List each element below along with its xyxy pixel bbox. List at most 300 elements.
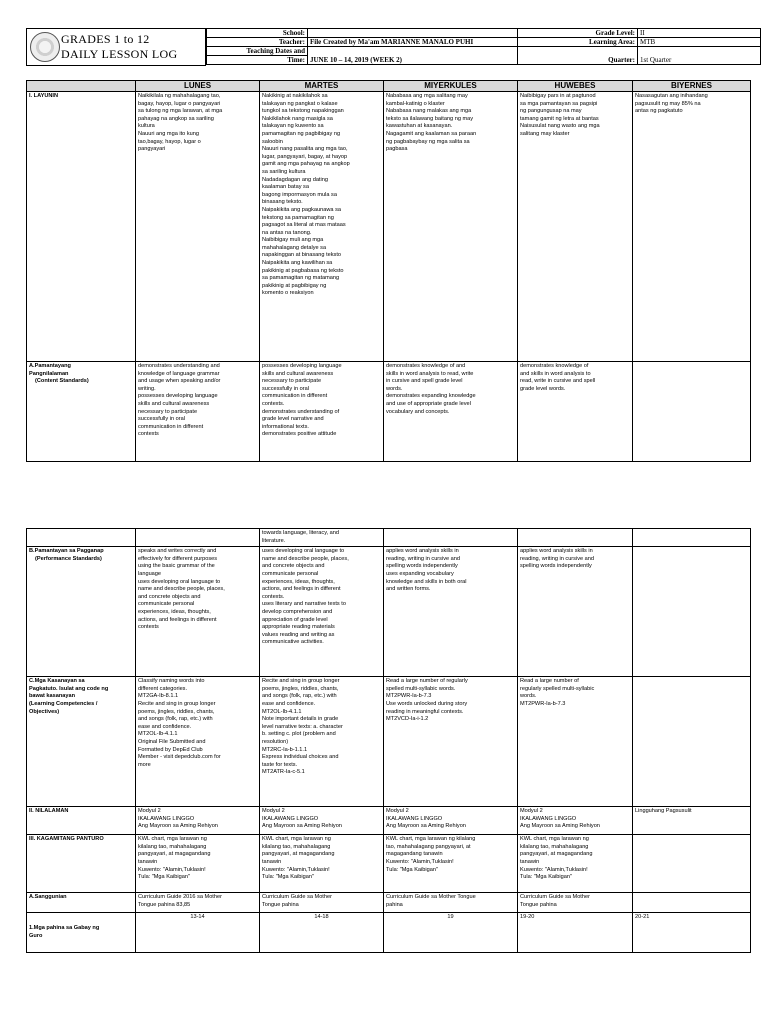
sanggunian-cell bbox=[518, 893, 633, 913]
grade-level-value: II bbox=[638, 29, 761, 38]
cell-text-line: necessary to participate bbox=[138, 408, 198, 415]
layunin-row bbox=[27, 92, 751, 362]
cell-text-line: Nababasa ang mga salitang may bbox=[386, 93, 468, 99]
layunin-label-text: I. LAYUNIN bbox=[29, 93, 59, 99]
cell-text-line: poems, jingles, riddles, chants, bbox=[262, 685, 339, 692]
school-value bbox=[308, 29, 518, 38]
cell-text-line: in cursive and spell grade level bbox=[386, 378, 463, 385]
content-standards-label-line: A.Pamantayang bbox=[29, 363, 71, 369]
cell-text-line: IKALAWANG LINGGO bbox=[520, 815, 577, 822]
page-two bbox=[0, 500, 768, 1024]
cell-text-line: contexts bbox=[138, 431, 159, 438]
cell-text-line: speaks and writes correctly and bbox=[138, 548, 217, 555]
cell-text-line: more bbox=[138, 761, 151, 768]
cell-text-line: spelling words independently bbox=[520, 563, 592, 570]
cell-text-line: kilalang tao, mahahalagang bbox=[520, 843, 589, 850]
learning-area-value: MTB bbox=[638, 38, 761, 47]
cell-text-line: and written forms. bbox=[386, 586, 431, 593]
cell-text-line: Classify naming words into bbox=[138, 678, 205, 685]
cell-text-line: MT2ATR-Ia-c-5.1 bbox=[262, 769, 305, 776]
cell-text-line: regularly spelled multi-syllabic bbox=[520, 685, 595, 692]
cell-text-line: tamang gamit ng letra at bantas bbox=[520, 115, 599, 122]
layunin-cell bbox=[136, 92, 260, 362]
cell-text-line: pamamagitan ng pagbibigay ng bbox=[262, 130, 341, 137]
cell-text-line: resolution) bbox=[262, 738, 289, 745]
cell-text-line: IKALAWANG LINGGO bbox=[386, 815, 443, 822]
cell-text-line: and use of appropriate grade level bbox=[386, 400, 471, 407]
cell-text-line: Use words unlocked during story bbox=[386, 700, 468, 707]
performance-standards-label bbox=[27, 547, 136, 677]
cell-text-line: kultura bbox=[138, 123, 155, 130]
cell-text-line: Tongue pahina 83,85 bbox=[138, 901, 191, 908]
layunin-cell bbox=[518, 92, 633, 362]
cell-text-line: MT2OL-Ib-4.1.1 bbox=[138, 731, 178, 738]
sanggunian-row bbox=[27, 893, 751, 913]
cell-text-line: Kuwento: "Alamin,Tuklasin! bbox=[262, 866, 330, 873]
cell-text-line: teksto sa ilalawang baitang ng may bbox=[386, 115, 474, 122]
cell-text-line: Tula: "Mga Kaibigan" bbox=[138, 874, 190, 881]
cell-text-line: kambal-katinig o klaster bbox=[386, 100, 445, 107]
cell-text-line: KWL chart, mga larawan ng bbox=[520, 836, 589, 843]
layunin-cell bbox=[633, 92, 751, 362]
performance-standards-cell bbox=[136, 547, 260, 677]
cell-text-line: pangyayari, at magagandang bbox=[520, 851, 593, 858]
performance-standards-cell bbox=[260, 547, 384, 677]
competencies-label-line: Pagkatuto. Isulat ang code ng bbox=[29, 685, 109, 692]
cell-text-line: bagay, hayop, lugar o pangyayari bbox=[138, 100, 221, 107]
cell-text-line: Nakikilahok nang masigla sa bbox=[262, 115, 333, 122]
quarter-label: Quarter: bbox=[518, 47, 638, 65]
cell-text-line: appropriate reading materials bbox=[262, 624, 335, 631]
competencies-cell bbox=[384, 677, 518, 807]
cell-text-line: pakikinig at pagbibigay ng bbox=[262, 282, 327, 289]
corner-cell bbox=[27, 81, 136, 92]
cell-text-line: and songs (folk, rap, etc.) with bbox=[262, 693, 337, 700]
day-header-lunes: LUNES bbox=[136, 81, 260, 92]
cell-text-line: values reading and writing as bbox=[262, 631, 335, 638]
grade-level-label: Grade Level: bbox=[518, 29, 638, 38]
cell-text-line: experiences, ideas, thoughts, bbox=[138, 608, 211, 615]
cell-text-line: knowledge of language grammar bbox=[138, 370, 220, 377]
header-info-table bbox=[206, 28, 761, 65]
cell-text-line: using the basic grammar of the bbox=[138, 563, 215, 570]
cell-text-line: and skills in word analysis to bbox=[520, 370, 591, 377]
cell-text-line: Nagagamit ang kaalaman sa paraan bbox=[386, 130, 477, 137]
nilalaman-cell bbox=[384, 807, 518, 835]
cell-text-line: vocabulary and concepts. bbox=[386, 408, 450, 415]
continuation-cell bbox=[518, 529, 633, 547]
cell-text-line: Ang Mayroon sa Aming Rehiyon bbox=[138, 823, 218, 830]
continuation-row bbox=[27, 529, 751, 547]
cell-text-line: pangyayari bbox=[138, 146, 166, 153]
day-header-row bbox=[27, 81, 751, 92]
kagamitan-cell bbox=[384, 835, 518, 893]
cell-text-line: demonstrates knowledge of and bbox=[386, 363, 466, 369]
cell-text-line: spelled multi-syllabic words. bbox=[386, 685, 456, 692]
cell-text-line: towards language, literacy, and bbox=[262, 530, 340, 536]
cell-text-line: communicate personal bbox=[138, 601, 195, 608]
cell-text-line: and concrete objects and bbox=[262, 563, 325, 570]
cell-text-line: talakayan ng kuwento sa bbox=[262, 123, 324, 130]
nilalaman-label bbox=[27, 807, 136, 835]
cell-text-line: Nababasa nang malakas ang mga bbox=[386, 108, 472, 115]
competencies-cell bbox=[136, 677, 260, 807]
cell-text-line: uses literary and narrative texts to bbox=[262, 601, 346, 608]
cell-text-line: contexts. bbox=[262, 593, 285, 600]
teacher-value: File Created by Ma'am MARIANNE MANALO PUHI bbox=[308, 38, 518, 47]
cell-text-line: pahina bbox=[386, 901, 403, 908]
cell-text-line: sa pamamagitan ng matamang bbox=[262, 275, 340, 282]
time-label: Time: bbox=[207, 56, 308, 65]
cell-text-line: sa tulong ng mga larawan, at mga bbox=[138, 108, 223, 115]
nilalaman-cell bbox=[518, 807, 633, 835]
cell-text-line: Naipakikita ang kawilihan sa bbox=[262, 260, 333, 267]
cell-text-line: ease and confidence. bbox=[138, 723, 192, 730]
cell-text-line: contexts bbox=[138, 624, 159, 631]
cell-text-line: Nasasagutan ang inihandang bbox=[635, 93, 708, 99]
cell-text-line: Ang Mayroon sa Aming Rehiyon bbox=[520, 823, 600, 830]
gabay-page-cell: 13-14 bbox=[136, 913, 260, 953]
content-standards-cell bbox=[384, 362, 518, 462]
gabay-label-line: 1.Mga pahina sa Gabay ng bbox=[29, 925, 100, 932]
competencies-cell bbox=[633, 677, 751, 807]
content-standards-label bbox=[27, 362, 136, 462]
kagamitan-row bbox=[27, 835, 751, 893]
gabay-page-cell: 14-18 bbox=[260, 913, 384, 953]
cell-text-line: Tula: "Mga Kaibigan" bbox=[520, 874, 572, 881]
performance-standards-cell bbox=[384, 547, 518, 677]
cell-text-line: grade level words. bbox=[520, 385, 566, 392]
cell-text-line: Express individual choices and bbox=[262, 754, 339, 761]
cell-text-line: Recite and sing in group longer bbox=[262, 678, 340, 685]
continuation-cell bbox=[136, 529, 260, 547]
cell-text-line: salitang may klaster bbox=[520, 130, 570, 137]
cell-text-line: Kuwento: "Alamin,Tuklasin! bbox=[520, 866, 588, 873]
cell-text-line: Naipakikita ang pagkaunawa sa bbox=[262, 206, 341, 213]
cell-text-line: demonstrates positive attitude bbox=[262, 431, 337, 438]
quarter-value: 1st Quarter bbox=[638, 47, 761, 65]
cell-text-line: Naibibigay muli ang mga bbox=[262, 237, 324, 244]
cell-text-line: Read a large number of bbox=[520, 678, 579, 685]
cell-text-line: reading, writing in cursive and bbox=[386, 555, 460, 562]
kagamitan-cell bbox=[518, 835, 633, 893]
cell-text-line: Tula: "Mga Kaibigan" bbox=[386, 866, 438, 873]
cell-text-line: IKALAWANG LINGGO bbox=[138, 815, 195, 822]
cell-text-line: Member - visit depedclub.com for bbox=[138, 754, 221, 761]
cell-text-line: Naikikilala ng mahahalagang tao, bbox=[138, 93, 221, 99]
cell-text-line: Kuwento: "Alamin,Tuklasin! bbox=[386, 858, 454, 865]
cell-text-line: reading in meaningful contexts. bbox=[386, 708, 464, 715]
cell-text-line: kilalang tao, mahahalagang bbox=[138, 843, 207, 850]
cell-text-line: gamit ang mga pahayag na angkop bbox=[262, 161, 350, 168]
competencies-label-line: C.Mga Kasanayan sa bbox=[29, 678, 85, 685]
gabay-label-line: Guro bbox=[29, 932, 43, 939]
day-header-biyernes: BIYERNES bbox=[633, 81, 751, 92]
cell-text-line: Ang Mayroon sa Aming Rehiyon bbox=[262, 823, 342, 830]
content-standards-cell bbox=[518, 362, 633, 462]
cell-text-line: kaalaman batay sa bbox=[262, 184, 309, 191]
continuation-cell bbox=[633, 529, 751, 547]
cell-text-line: actions, and feelings in different bbox=[262, 586, 341, 593]
continuation-cell bbox=[260, 529, 384, 547]
cell-text-line: Modyul 2 bbox=[520, 808, 543, 815]
cell-text-line: words. bbox=[386, 385, 403, 392]
cell-text-line: tanawin bbox=[138, 858, 158, 865]
cell-text-line: and songs (folk, rap, etc.) with bbox=[138, 716, 213, 723]
deped-seal-icon bbox=[30, 32, 60, 62]
sanggunian-cell bbox=[136, 893, 260, 913]
cell-text-line: ng pagbabaybay ng mga salita sa bbox=[386, 138, 470, 145]
cell-text-line: KWL chart, mga larawan ng kilalang bbox=[386, 836, 476, 843]
cell-text-line: MT2RC-Ia-b-1.1.1 bbox=[262, 746, 308, 753]
cell-text-line: pangyayari, at magagandang bbox=[138, 851, 211, 858]
nilalaman-cell bbox=[260, 807, 384, 835]
cell-text-line: tao, mahahalagang pangyayari, at bbox=[386, 843, 471, 850]
cell-text-line: ease and confidence. bbox=[262, 700, 316, 707]
cell-text-line: uses developing oral language to bbox=[262, 548, 345, 555]
cell-text-line: communicative activities. bbox=[262, 639, 324, 646]
teaching-dates-label: Teaching Dates and bbox=[207, 47, 308, 56]
gabay-page-cell: 20-21 bbox=[633, 913, 751, 953]
cell-text-line: Nauuri ang mga ito kung bbox=[138, 130, 199, 137]
cell-text-line: bagong impormasyon mula sa bbox=[262, 191, 337, 198]
performance-standards-cell bbox=[518, 547, 633, 677]
cell-text-line: magagandang tanawin bbox=[386, 851, 443, 858]
content-standards-cell bbox=[260, 362, 384, 462]
learning-area-label: Learning Area: bbox=[518, 38, 638, 47]
cell-text-line: uses expanding vocabulary bbox=[386, 570, 454, 577]
cell-text-line: pakikinig at pagbabasa ng teksto bbox=[262, 267, 344, 274]
cell-text-line: communication in different bbox=[262, 393, 328, 400]
cell-text-line: sa sariling kultura bbox=[262, 168, 306, 175]
cell-text-line: Nakikinig at nakikilahok sa bbox=[262, 93, 328, 99]
cell-text-line: kawastuhan at kasanayan. bbox=[386, 123, 453, 130]
cell-text-line: MT2OL-Ib-4.1.1 bbox=[262, 708, 302, 715]
cell-text-line: MT2GA-Ib-8.1.1 bbox=[138, 693, 179, 700]
cell-text-line: pagsagot sa literal at mas mataas bbox=[262, 222, 346, 229]
cell-text-line: Tongue pahina bbox=[262, 901, 299, 908]
kagamitan-label-text: III. KAGAMITANG PANTURO bbox=[29, 836, 104, 843]
competencies-cell bbox=[260, 677, 384, 807]
cell-text-line: develop comprehension and bbox=[262, 608, 333, 615]
school-label: School: bbox=[207, 29, 308, 38]
cell-text-line: sa mga pamantayan sa pagsipi bbox=[520, 100, 598, 107]
lesson-log-table-page2 bbox=[26, 528, 751, 953]
cell-text-line: saloobin bbox=[262, 138, 283, 145]
competencies-row bbox=[27, 677, 751, 807]
sanggunian-cell bbox=[384, 893, 518, 913]
content-standards-cell bbox=[136, 362, 260, 462]
cell-text-line: Lingguhang Pagsusulit bbox=[635, 808, 692, 815]
cell-text-line: Modyul 2 bbox=[138, 808, 161, 815]
cell-text-line: communication in different bbox=[138, 423, 204, 430]
gabay-row bbox=[27, 913, 751, 953]
cell-text-line: and concrete objects and bbox=[138, 593, 201, 600]
kagamitan-label bbox=[27, 835, 136, 893]
cell-text-line: tungkol sa tekstong napakinggan bbox=[262, 108, 344, 115]
nilalaman-label-text: II. NILALAMAN bbox=[29, 808, 69, 815]
nilalaman-cell bbox=[136, 807, 260, 835]
cell-text-line: kilalang tao, mahahalagang bbox=[262, 843, 331, 850]
cell-text-line: successfully in oral bbox=[262, 385, 309, 392]
day-header-miyerkules: MIYERKULES bbox=[384, 81, 518, 92]
cell-text-line: Naibibigay pars in at pagtunod bbox=[520, 93, 596, 99]
cell-text-line: grade level narrative and bbox=[262, 416, 324, 423]
content-standards-cell bbox=[633, 362, 751, 462]
performance-standards-label-line: (Performance Standards) bbox=[35, 555, 102, 562]
cell-text-line: experiences, ideas, thoughts, bbox=[262, 578, 335, 585]
cell-text-line: pagsusulit ng may 85% na bbox=[635, 100, 701, 107]
cell-text-line: language bbox=[138, 570, 162, 577]
cell-text-line: skills and cultural awareness bbox=[262, 370, 334, 377]
competencies-label-line: (Learning Competencies / bbox=[29, 700, 98, 707]
cell-text-line: mahahalagang detalye sa bbox=[262, 244, 327, 251]
cell-text-line: appreciation of grade level bbox=[262, 616, 328, 623]
cell-text-line: pangyayari, at magagandang bbox=[262, 851, 335, 858]
cell-text-line: communicate personal bbox=[262, 570, 319, 577]
cell-text-line: IKALAWANG LINGGO bbox=[262, 815, 319, 822]
cell-text-line: demonstrates understanding of bbox=[262, 408, 340, 415]
content-standards-label-line: Pangnilalaman bbox=[29, 370, 69, 377]
cell-text-line: skills in word analysis to read, write bbox=[386, 370, 474, 377]
cell-text-line: actions, and feelings in different bbox=[138, 616, 217, 623]
cell-text-line: tanawin bbox=[520, 858, 540, 865]
competencies-label-line: Objectives) bbox=[29, 708, 60, 715]
kagamitan-cell bbox=[260, 835, 384, 893]
continuation-cell bbox=[384, 529, 518, 547]
cell-text-line: tao,bagay, hayop, lugar o bbox=[138, 138, 201, 145]
cell-text-line: contexts. bbox=[262, 400, 285, 407]
cell-text-line: Tongue pahina bbox=[520, 901, 557, 908]
cell-text-line: demonstrates understanding and bbox=[138, 363, 220, 369]
sanggunian-label-text: A.Sanggunian bbox=[29, 894, 67, 901]
competencies-label bbox=[27, 677, 136, 807]
cell-text-line: reading, writing in cursive and bbox=[520, 555, 594, 562]
cell-text-line: Nauuri nang pasalita ang mga tao, bbox=[262, 146, 348, 153]
performance-standards-row bbox=[27, 547, 751, 677]
cell-text-line: pahayag na angkop sa sariling bbox=[138, 115, 214, 122]
sanggunian-label bbox=[27, 893, 136, 913]
cell-text-line: lugar, pangyayari, bagay, at hayop bbox=[262, 153, 348, 160]
cell-text-line: b. setting c. plot (problem and bbox=[262, 731, 336, 738]
cell-text-line: MT2VCD-Ia-i-1.2 bbox=[386, 716, 429, 723]
day-header-huwebes: HUWEBES bbox=[518, 81, 633, 92]
cell-text-line: necessary to participate bbox=[262, 378, 322, 385]
nilalaman-row bbox=[27, 807, 751, 835]
competencies-cell bbox=[518, 677, 633, 807]
cell-text-line: Nadadagdagan ang dating bbox=[262, 176, 328, 183]
teaching-dates-value: JUNE 10 – 14, 2019 (WEEK 2) bbox=[308, 47, 518, 65]
cell-text-line: knowledge and skills in both oral bbox=[386, 578, 467, 585]
cell-text-line: Curriculum Guide 2016 sa Mother bbox=[138, 894, 222, 901]
cell-text-line: tanawin bbox=[262, 858, 282, 865]
cell-text-line: Ang Mayroon sa Aming Rehiyon bbox=[386, 823, 466, 830]
cell-text-line: name and describe people, places, bbox=[138, 586, 225, 593]
cell-text-line: demonstrates knowledge of bbox=[520, 363, 589, 369]
cell-text-line: name and describe people, places, bbox=[262, 555, 349, 562]
cell-text-line: komento o reaksiyon bbox=[262, 290, 314, 297]
cell-text-line: MT2PWR-Ia-b-7.3 bbox=[386, 693, 432, 700]
content-standards-label-line: (Content Standards) bbox=[35, 378, 89, 385]
page-gap bbox=[0, 490, 768, 500]
cell-text-line: read, write in cursive and spell bbox=[520, 378, 596, 385]
kagamitan-cell bbox=[136, 835, 260, 893]
layunin-cell bbox=[260, 92, 384, 362]
cell-text-line: writing. bbox=[138, 385, 156, 392]
performance-standards-label-line: B.Pamantayan sa Pagganap bbox=[29, 548, 104, 555]
cell-text-line: MT2PWR-Ia-b-7.3 bbox=[520, 700, 566, 707]
cell-text-line: level narrative texts: a. character bbox=[262, 723, 343, 730]
cell-text-line: tekstong sa pamamagitan ng bbox=[262, 214, 334, 221]
sanggunian-cell bbox=[260, 893, 384, 913]
competencies-label-line: bawat kasanayan bbox=[29, 693, 76, 700]
brand-box bbox=[26, 28, 206, 66]
page-one bbox=[0, 0, 768, 490]
layunin-cell bbox=[384, 92, 518, 362]
cell-text-line: Recite and sing in group longer bbox=[138, 700, 216, 707]
cell-text-line: Modyul 2 bbox=[386, 808, 409, 815]
cell-text-line: Curriculum Guide sa Mother Tongue bbox=[386, 894, 476, 901]
cell-text-line: successfully in oral bbox=[138, 416, 185, 423]
brand-title-line1: GRADES 1 to 12 bbox=[61, 32, 150, 46]
nilalaman-cell bbox=[633, 807, 751, 835]
layunin-label bbox=[27, 92, 136, 362]
cell-text-line: spelling words independently bbox=[386, 563, 458, 570]
cell-text-line: skills and cultural awareness bbox=[138, 400, 210, 407]
cell-text-line: Tula: "Mga Kaibigan" bbox=[262, 874, 314, 881]
cell-text-line: na antas na tanong. bbox=[262, 229, 312, 236]
cell-text-line: effectively for different purposes bbox=[138, 555, 218, 562]
gabay-label bbox=[27, 913, 136, 953]
cell-text-line: Original File Submitted and bbox=[138, 738, 206, 745]
cell-text-line: KWL chart, mga larawan ng bbox=[262, 836, 331, 843]
cell-text-line: Note important details in grade bbox=[262, 716, 339, 723]
performance-standards-cell bbox=[633, 547, 751, 677]
cell-text-line: taste for texts. bbox=[262, 761, 298, 768]
cell-text-line: Curriculum Guide sa Mother bbox=[520, 894, 590, 901]
cell-text-line: Read a large number of regularly bbox=[386, 678, 468, 685]
cell-text-line: possesses developing language bbox=[262, 363, 342, 369]
day-header-martes: MARTES bbox=[260, 81, 384, 92]
cell-text-line: Kuwento: "Alamin,Tuklasin! bbox=[138, 866, 206, 873]
cell-text-line: informational texts. bbox=[262, 423, 309, 430]
cell-text-line: and usage when speaking and/or bbox=[138, 378, 221, 385]
cell-text-line: ng pangungusap na may bbox=[520, 108, 582, 115]
teacher-label: Teacher: bbox=[207, 38, 308, 47]
cell-text-line: possesses developing language bbox=[138, 393, 218, 400]
cell-text-line: Modyul 2 bbox=[262, 808, 285, 815]
cell-text-line: words. bbox=[520, 693, 537, 700]
cell-text-line: Formatted by DepEd Club bbox=[138, 746, 203, 753]
cell-text-line: binasang teksto. bbox=[262, 199, 303, 206]
cell-text-line: talakayan ng pangkat o kalase bbox=[262, 100, 338, 107]
lesson-log-table-page1 bbox=[26, 80, 751, 462]
cell-text-line: antas ng pagkatuto bbox=[635, 108, 683, 115]
cell-text-line: demonstrates expanding knowledge bbox=[386, 393, 476, 400]
cell-text-line: poems, jingles, riddles, chants, bbox=[138, 708, 215, 715]
gabay-page-cell: 19 bbox=[384, 913, 518, 953]
cell-text-line: applies word analysis skills in bbox=[520, 548, 593, 555]
sanggunian-cell bbox=[633, 893, 751, 913]
brand-title-line2: DAILY LESSON LOG bbox=[61, 47, 178, 61]
cell-text-line: applies word analysis skills in bbox=[386, 548, 459, 555]
cell-text-line: KWL chart, mga larawan ng bbox=[138, 836, 207, 843]
cell-text-line: Curriculum Guide sa Mother bbox=[262, 894, 332, 901]
cell-text-line: pagbasa bbox=[386, 146, 408, 153]
cell-text-line: napakinggan at binasang teksto bbox=[262, 252, 341, 259]
kagamitan-cell bbox=[633, 835, 751, 893]
gabay-page-cell: 19-20 bbox=[518, 913, 633, 953]
